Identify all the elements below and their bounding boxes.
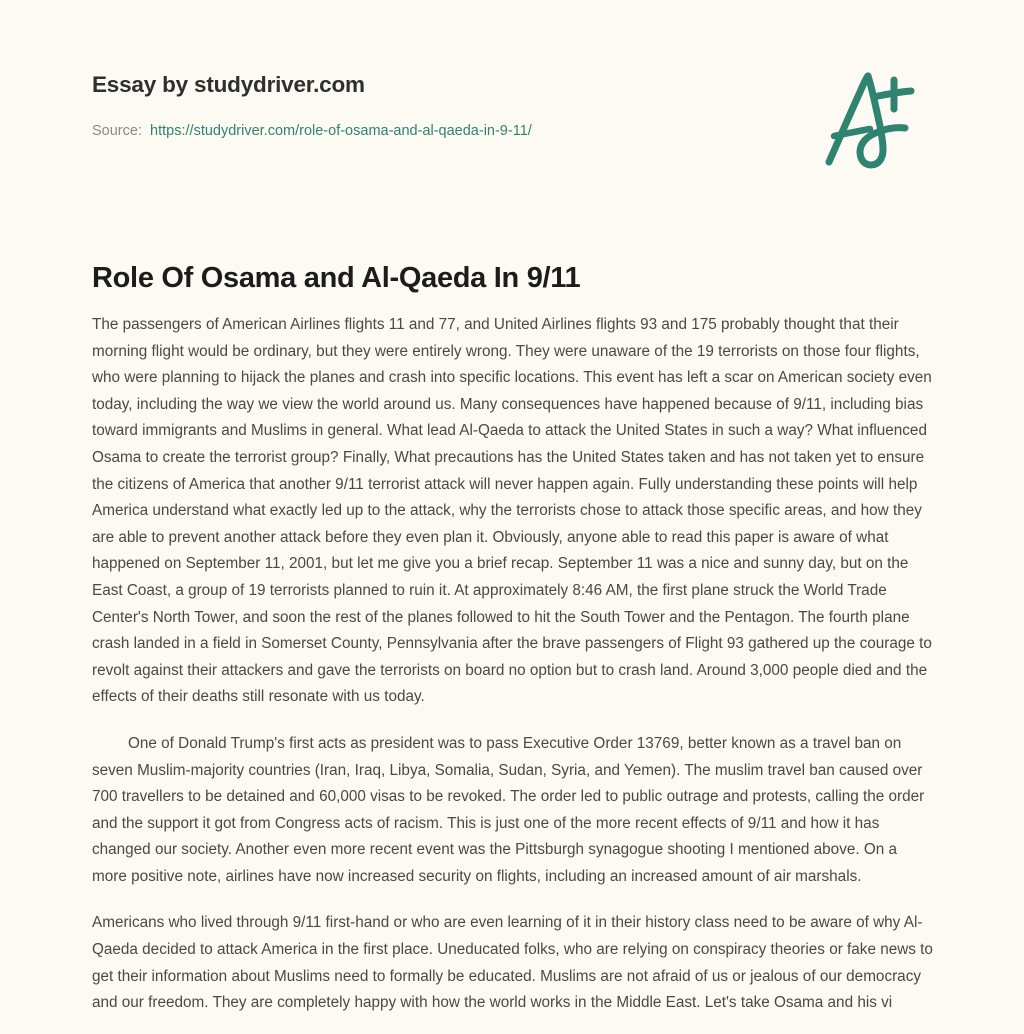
source-line [92,123,532,139]
paragraph: One of Donald Trump's first acts as president was to pass Executive Order 13769, better known as a travel ban on seven Muslim-majority countries (Iran, Iraq, Libya, Somalia, Sudan, Syria, and Yemen). The muslim travel ban caused over 700 travellers to be detained and 60,000 visas to be revoked. The order led to public outrage and protests, calling the order and the support it got from Congress acts of racism. This is just one of the more recent effects of 9/11 and how it has changed our society. Another even more recent event was the Pittsburgh synagogue shooting I mentioned above. On a more positive note, airlines have now increased security on flights, including an increased amount of air marshals. [92,734,925,885]
source-label: Source: [92,123,142,139]
article-body [92,312,934,1017]
page-header [0,0,1024,200]
paragraph: The passengers of American Airlines flights 11 and 77, and United Airlines flights 93 and 175 probably thought that their morning flight would be ordinary, but they were entirely wrong. They were unaware of the 19 terrorists on those four flights, who were planning to hijack the planes and crash into specific locations. This event has left a scar on American society even today, including the way we view the world around us. Many consequences have happened because of 9/11, including bias toward immigrants and Muslims in general. What lead Al-Qaeda to attack the United States in such a way? What influenced Osama to create the terrorist group? Finally, What precautions has the United States taken and has not taken yet to ensure the citizens of America that another 9/11 terrorist attack will never happen again. Fully understanding these points will help America understand what exactly led up to the attack, why the terrorists chose to attack those specific areas, and how they are able to prevent another attack before they even plan it. Obviously, anyone able to read this paper is aware of what happened on September 11, 2001, but let me give you a brief recap. September 11 was a nice and sunny day, but on the East Coast, a group of 19 terrorists planned to ruin it. At approximately 8:46 AM, the first plane struck the World Trade Center's North Tower, and soon the rest of the planes followed to hit the South Tower and the Pentagon. The fourth plane crash landed in a field in Somerset County, Pennsylvania after the brave passengers of Flight 93 gathered up the courage to revolt against their attackers and gave the terrorists on board no option but to crash land. Around 3,000 people died and the effects of their deaths still resonate with us today. [92,316,932,706]
a-plus-logo-icon [812,58,936,182]
byline: Essay by studydriver.com [92,72,365,97]
source-url-link[interactable]: https://studydriver.com/role-of-osama-and-al-qaeda-in-9-11/ [150,123,532,139]
page-title: Role Of Osama and Al-Qaeda In 9/11 [92,262,581,295]
paragraph: Americans who lived through 9/11 first-hand or who are even learning of it in their history class need to be aware of why Al-Qaeda decided to attack America in the first place. Uneducated folks, who are relying on conspiracy theories or fake news to get their information about Muslims need to formally be educated. Muslims are not afraid of us or jealous of our democracy and our freedom. They are completely happy with how the world works in the Middle East. Let's take Osama and his vi [92,914,933,1012]
